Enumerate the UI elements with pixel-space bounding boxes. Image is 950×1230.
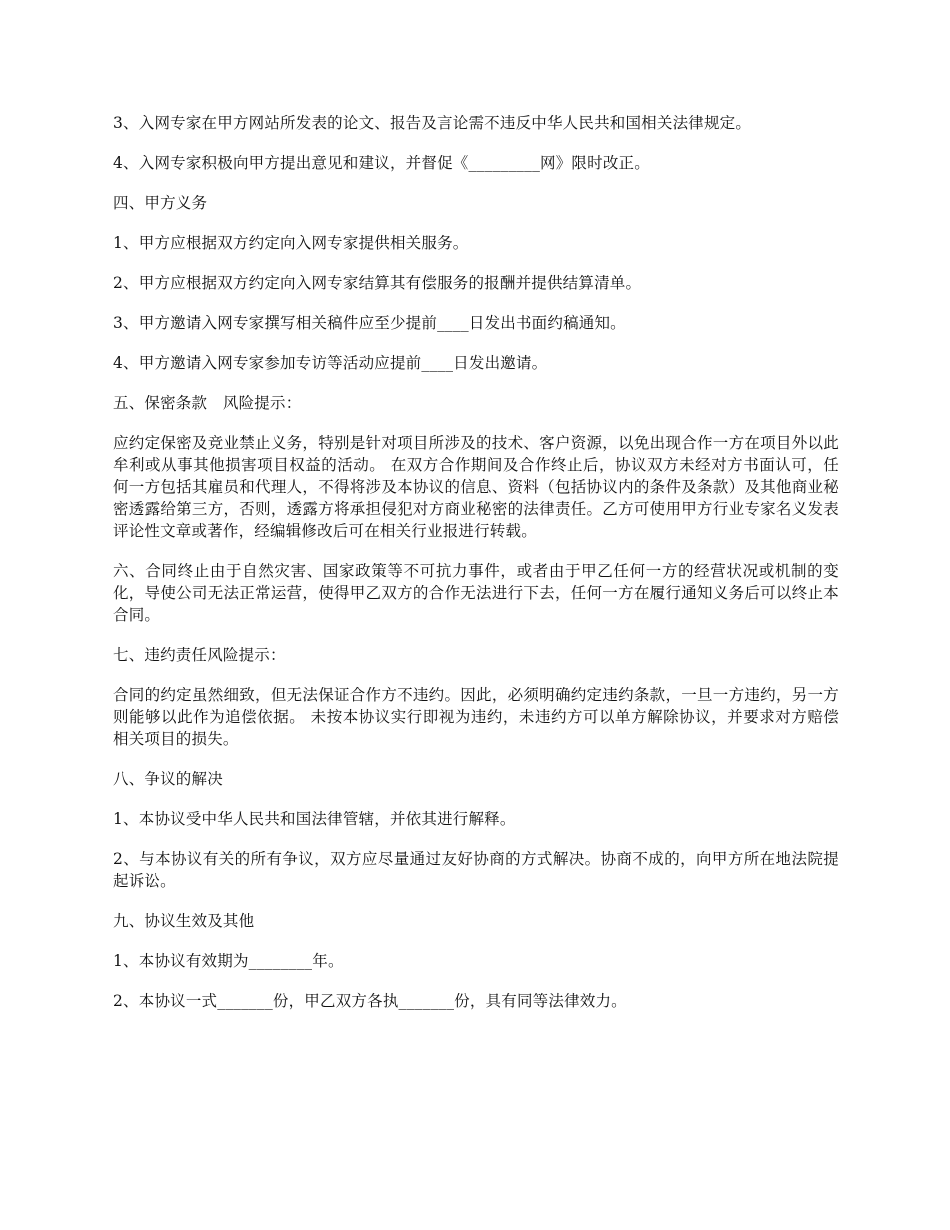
paragraph-dispute-1: 1、本协议受中华人民共和国法律管辖，并依其进行解释。 <box>113 810 516 828</box>
paragraph-dispute-2: 2、与本协议有关的所有争议，双方应尽量通过友好协商的方式解决。协商不成的，向甲方所在地法院提起诉讼。 <box>113 850 839 890</box>
paragraph-confidentiality-body: 应约定保密及竞业禁止义务，特别是针对项目所涉及的技术、客户资源，以免出现合作一方在项目外以此牟利或从事其他损害项目权益的活动。 在双方合作期间及合作终止后，协议双方未经对方书面认可，任何一方包括其雇员和代理人，不得将涉及本协议的信息、资料（包括协议内的条件及条款）及其他商业秘密透露给第三方，否则，透露方将承担侵犯对方商业秘密的法律责任。乙方可使用甲方行业专家名义发表评论性文章或著作，经编辑修改后可在相关行业报进行转载。 <box>113 434 839 540</box>
section-heading-dispute-resolution: 八、争议的解决 <box>113 770 223 788</box>
paragraph-a-obligation-3: 3、甲方邀请入网专家撰写相关稿件应至少提前____日发出书面约稿通知。 <box>113 314 626 332</box>
paragraph-effectiveness-1: 1、本协议有效期为________年。 <box>113 952 344 970</box>
paragraph-clause-4-expert-suggestions: 4、入网专家积极向甲方提出意见和建议，并督促《_________网》限时改正。 <box>113 154 650 172</box>
paragraph-a-obligation-4: 4、甲方邀请入网专家参加专访等活动应提前____日发出邀请。 <box>113 354 548 372</box>
paragraph-a-obligation-1: 1、甲方应根据双方约定向入网专家提供相关服务。 <box>113 234 469 252</box>
paragraph-effectiveness-2: 2、本协议一式_______份，甲乙双方各执_______份，具有同等法律效力。 <box>113 992 627 1010</box>
section-heading-party-a-obligations: 四、甲方义务 <box>113 194 208 212</box>
section-heading-breach-liability: 七、违约责任风险提示： <box>113 646 286 664</box>
paragraph-breach-liability-body: 合同的约定虽然细致，但无法保证合作方不违约。因此，必须明确约定违约条款，一旦一方违约，另一方则能够以此作为追偿依据。 未按本协议实行即视为违约，未违约方可以单方解除协议，并要求对方赔偿相关项目的损失。 <box>113 686 839 748</box>
paragraph-clause-3-expert-speech: 3、入网专家在甲方网站所发表的论文、报告及言论需不违反中华人民共和国相关法律规定。 <box>113 114 752 132</box>
section-heading-confidentiality: 五、保密条款 风险提示： <box>113 394 302 412</box>
section-heading-effectiveness: 九、协议生效及其他 <box>113 912 255 930</box>
paragraph-contract-termination: 六、合同终止由于自然灾害、国家政策等不可抗力事件，或者由于甲乙任何一方的经营状况或机制的变化，导使公司无法正常运营，使得甲乙双方的合作无法进行下去，任何一方在履行通知义务后可以终止本合同。 <box>113 562 839 624</box>
document-body <box>113 112 839 1030</box>
paragraph-a-obligation-2: 2、甲方应根据双方约定向入网专家结算其有偿服务的报酬并提供结算清单。 <box>113 274 642 292</box>
